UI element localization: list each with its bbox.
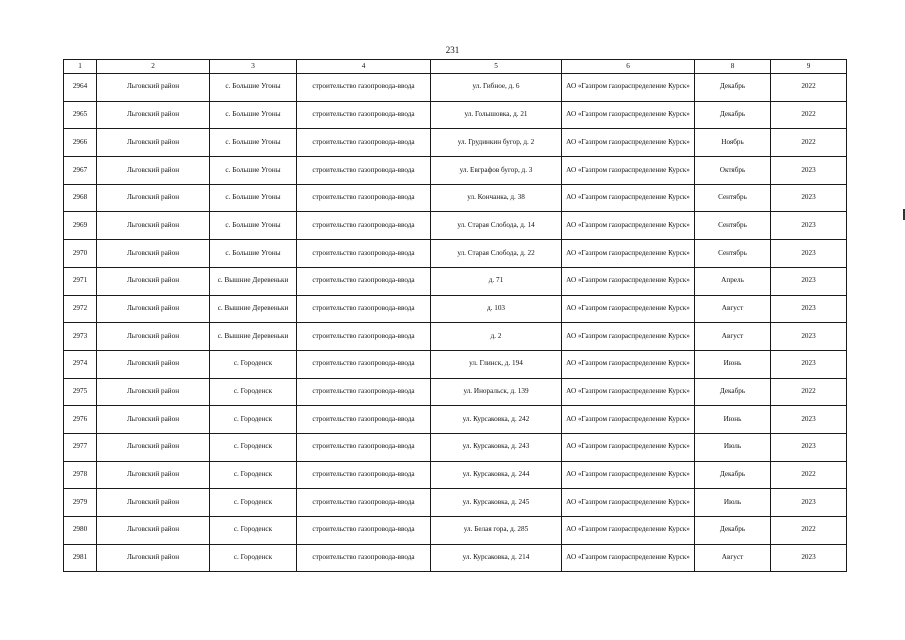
cell-settlement: с. Вышние Деревеньки — [210, 267, 297, 295]
table-row — [64, 433, 847, 461]
cell-month: Декабрь — [695, 74, 771, 102]
cell-year: 2023 — [771, 544, 847, 572]
cell-organization: АО «Газпром газораспределение Курск» — [562, 350, 695, 378]
cell-month: Август — [695, 295, 771, 323]
cell-organization: АО «Газпром газораспределение Курск» — [562, 157, 695, 185]
cell-address: ул. Глинск, д. 194 — [431, 350, 562, 378]
table-row — [64, 378, 847, 406]
cell-year: 2023 — [771, 295, 847, 323]
cell-work-type: строительство газопровода-ввода — [297, 240, 431, 268]
header-col-5: 5 — [431, 60, 562, 74]
table-row — [64, 323, 847, 351]
cell-year: 2022 — [771, 461, 847, 489]
cell-address: ул. Иноральск, д. 139 — [431, 378, 562, 406]
cell-work-type: строительство газопровода-ввода — [297, 212, 431, 240]
cell-district: Льговский район — [97, 157, 210, 185]
header-col-8: 8 — [695, 60, 771, 74]
gasification-table — [63, 59, 847, 572]
cell-settlement: с. Большие Угоны — [210, 184, 297, 212]
cell-settlement: с. Городенск — [210, 350, 297, 378]
cell-work-type: строительство газопровода-ввода — [297, 461, 431, 489]
cell-month: Декабрь — [695, 461, 771, 489]
cell-work-type: строительство газопровода-ввода — [297, 129, 431, 157]
header-col-3: 3 — [210, 60, 297, 74]
page-number: 231 — [445, 45, 460, 55]
cell-organization: АО «Газпром газораспределение Курск» — [562, 295, 695, 323]
cell-work-type: строительство газопровода-ввода — [297, 544, 431, 572]
cell-organization: АО «Газпром газораспределение Курск» — [562, 517, 695, 545]
cell-year: 2022 — [771, 74, 847, 102]
cell-work-type: строительство газопровода-ввода — [297, 406, 431, 434]
cell-district: Льговский район — [97, 129, 210, 157]
cell-month: Июнь — [695, 350, 771, 378]
cell-row-number: 2978 — [64, 461, 97, 489]
cell-row-number: 2972 — [64, 295, 97, 323]
cell-address: ул. Курсаковка, д. 243 — [431, 433, 562, 461]
cell-year: 2023 — [771, 240, 847, 268]
cell-district: Льговский район — [97, 461, 210, 489]
cell-district: Льговский район — [97, 212, 210, 240]
cell-row-number: 2966 — [64, 129, 97, 157]
cell-district: Льговский район — [97, 517, 210, 545]
table-row — [64, 406, 847, 434]
cell-year: 2022 — [771, 101, 847, 129]
table-row — [64, 350, 847, 378]
cell-work-type: строительство газопровода-ввода — [297, 157, 431, 185]
cell-month: Апрель — [695, 267, 771, 295]
cell-work-type: строительство газопровода-ввода — [297, 489, 431, 517]
cell-settlement: с. Вышние Деревеньки — [210, 323, 297, 351]
cell-settlement: с. Большие Угоны — [210, 74, 297, 102]
cell-settlement: с. Городенск — [210, 378, 297, 406]
cell-settlement: с. Большие Угоны — [210, 101, 297, 129]
cell-settlement: с. Городенск — [210, 517, 297, 545]
cell-address: ул. Гибное, д. 6 — [431, 74, 562, 102]
cell-address: ул. Старая Слобода, д. 22 — [431, 240, 562, 268]
header-col-6: 6 — [562, 60, 695, 74]
cell-month: Декабрь — [695, 517, 771, 545]
cell-district: Льговский район — [97, 295, 210, 323]
cell-settlement: с. Большие Угоны — [210, 240, 297, 268]
cell-row-number: 2973 — [64, 323, 97, 351]
cell-month: Сентябрь — [695, 184, 771, 212]
cell-year: 2023 — [771, 489, 847, 517]
cell-district: Льговский район — [97, 184, 210, 212]
cell-district: Льговский район — [97, 74, 210, 102]
cell-year: 2023 — [771, 323, 847, 351]
cell-row-number: 2969 — [64, 212, 97, 240]
cell-row-number: 2968 — [64, 184, 97, 212]
cell-year: 2023 — [771, 350, 847, 378]
table-row — [64, 517, 847, 545]
cell-organization: АО «Газпром газораспределение Курск» — [562, 74, 695, 102]
cell-work-type: строительство газопровода-ввода — [297, 74, 431, 102]
table-row — [64, 295, 847, 323]
cell-year: 2023 — [771, 267, 847, 295]
cell-month: Октябрь — [695, 157, 771, 185]
cell-organization: АО «Газпром газораспределение Курск» — [562, 129, 695, 157]
cell-address: ул. Курсаковка, д. 242 — [431, 406, 562, 434]
cell-row-number: 2971 — [64, 267, 97, 295]
table-row — [64, 157, 847, 185]
cell-row-number: 2965 — [64, 101, 97, 129]
cell-district: Льговский район — [97, 101, 210, 129]
cell-district: Льговский район — [97, 323, 210, 351]
cell-row-number: 2981 — [64, 544, 97, 572]
cell-district: Льговский район — [97, 433, 210, 461]
header-col-2: 2 — [97, 60, 210, 74]
cell-district: Льговский район — [97, 544, 210, 572]
cell-organization: АО «Газпром газораспределение Курск» — [562, 267, 695, 295]
cell-settlement: с. Большие Угоны — [210, 212, 297, 240]
table-row — [64, 489, 847, 517]
cell-address: ул. Евграфов бугор, д. 3 — [431, 157, 562, 185]
cell-address: ул. Старая Слобода, д. 14 — [431, 212, 562, 240]
cell-settlement: с. Большие Угоны — [210, 129, 297, 157]
header-row — [64, 60, 847, 74]
cell-address: ул. Белая гора, д. 285 — [431, 517, 562, 545]
cell-month: Август — [695, 544, 771, 572]
cell-month: Ноябрь — [695, 129, 771, 157]
cell-organization: АО «Газпром газораспределение Курск» — [562, 489, 695, 517]
cell-address: ул. Грудинкин бугор, д. 2 — [431, 129, 562, 157]
cell-work-type: строительство газопровода-ввода — [297, 267, 431, 295]
table-row — [64, 101, 847, 129]
cell-row-number: 2970 — [64, 240, 97, 268]
cell-work-type: строительство газопровода-ввода — [297, 378, 431, 406]
table-row — [64, 544, 847, 572]
table-body — [64, 74, 847, 572]
cell-organization: АО «Газпром газораспределение Курск» — [562, 406, 695, 434]
cell-work-type: строительство газопровода-ввода — [297, 433, 431, 461]
cell-month: Июнь — [695, 406, 771, 434]
table-row — [64, 129, 847, 157]
cell-month: Сентябрь — [695, 212, 771, 240]
cell-work-type: строительство газопровода-ввода — [297, 350, 431, 378]
cell-work-type: строительство газопровода-ввода — [297, 517, 431, 545]
cell-organization: АО «Газпром газораспределение Курск» — [562, 544, 695, 572]
cell-year: 2023 — [771, 406, 847, 434]
cell-month: Декабрь — [695, 378, 771, 406]
cell-year: 2023 — [771, 433, 847, 461]
cell-district: Льговский район — [97, 240, 210, 268]
cell-month: Декабрь — [695, 101, 771, 129]
cell-work-type: строительство газопровода-ввода — [297, 184, 431, 212]
cell-address: ул. Курсаковка, д. 244 — [431, 461, 562, 489]
cell-row-number: 2976 — [64, 406, 97, 434]
cell-address: ул. Курсаковка, д. 214 — [431, 544, 562, 572]
cell-district: Льговский район — [97, 489, 210, 517]
cell-address: ул. Курсаковка, д. 245 — [431, 489, 562, 517]
table-row — [64, 240, 847, 268]
header-col-9: 9 — [771, 60, 847, 74]
cell-settlement: с. Городенск — [210, 461, 297, 489]
cell-year: 2022 — [771, 378, 847, 406]
cell-month: Июль — [695, 489, 771, 517]
cell-year: 2023 — [771, 212, 847, 240]
cell-organization: АО «Газпром газораспределение Курск» — [562, 212, 695, 240]
cell-address: ул. Кончанка, д. 38 — [431, 184, 562, 212]
cell-settlement: с. Городенск — [210, 544, 297, 572]
cell-district: Льговский район — [97, 350, 210, 378]
cell-month: Август — [695, 323, 771, 351]
cell-organization: АО «Газпром газораспределение Курск» — [562, 461, 695, 489]
cell-row-number: 2974 — [64, 350, 97, 378]
cell-organization: АО «Газпром газораспределение Курск» — [562, 378, 695, 406]
cell-month: Сентябрь — [695, 240, 771, 268]
cell-month: Июль — [695, 433, 771, 461]
cell-organization: АО «Газпром газораспределение Курск» — [562, 323, 695, 351]
cell-year: 2022 — [771, 129, 847, 157]
cell-work-type: строительство газопровода-ввода — [297, 295, 431, 323]
cell-organization: АО «Газпром газораспределение Курск» — [562, 433, 695, 461]
header-col-4: 4 — [297, 60, 431, 74]
cell-address: д. 71 — [431, 267, 562, 295]
cell-address: д. 103 — [431, 295, 562, 323]
cell-settlement: с. Большие Угоны — [210, 157, 297, 185]
cell-row-number: 2964 — [64, 74, 97, 102]
cell-settlement: с. Городенск — [210, 433, 297, 461]
cell-organization: АО «Газпром газораспределение Курск» — [562, 184, 695, 212]
table-row — [64, 184, 847, 212]
table-row — [64, 212, 847, 240]
cell-row-number: 2980 — [64, 517, 97, 545]
cell-settlement: с. Вышние Деревеньки — [210, 295, 297, 323]
cell-address: ул. Голышовка, д. 21 — [431, 101, 562, 129]
cell-year: 2023 — [771, 184, 847, 212]
cell-row-number: 2975 — [64, 378, 97, 406]
table-row — [64, 461, 847, 489]
cell-work-type: строительство газопровода-ввода — [297, 323, 431, 351]
cell-district: Льговский район — [97, 378, 210, 406]
cell-settlement: с. Городенск — [210, 406, 297, 434]
cell-year: 2023 — [771, 157, 847, 185]
cell-address: д. 2 — [431, 323, 562, 351]
cell-row-number: 2967 — [64, 157, 97, 185]
cell-organization: АО «Газпром газораспределение Курск» — [562, 101, 695, 129]
header-col-1: 1 — [64, 60, 97, 74]
table-row — [64, 74, 847, 102]
cell-row-number: 2977 — [64, 433, 97, 461]
cell-row-number: 2979 — [64, 489, 97, 517]
cell-district: Льговский район — [97, 267, 210, 295]
table-row — [64, 267, 847, 295]
cell-settlement: с. Городенск — [210, 489, 297, 517]
cell-year: 2022 — [771, 517, 847, 545]
cell-district: Льговский район — [97, 406, 210, 434]
cell-work-type: строительство газопровода-ввода — [297, 101, 431, 129]
cell-organization: АО «Газпром газораспределение Курск» — [562, 240, 695, 268]
